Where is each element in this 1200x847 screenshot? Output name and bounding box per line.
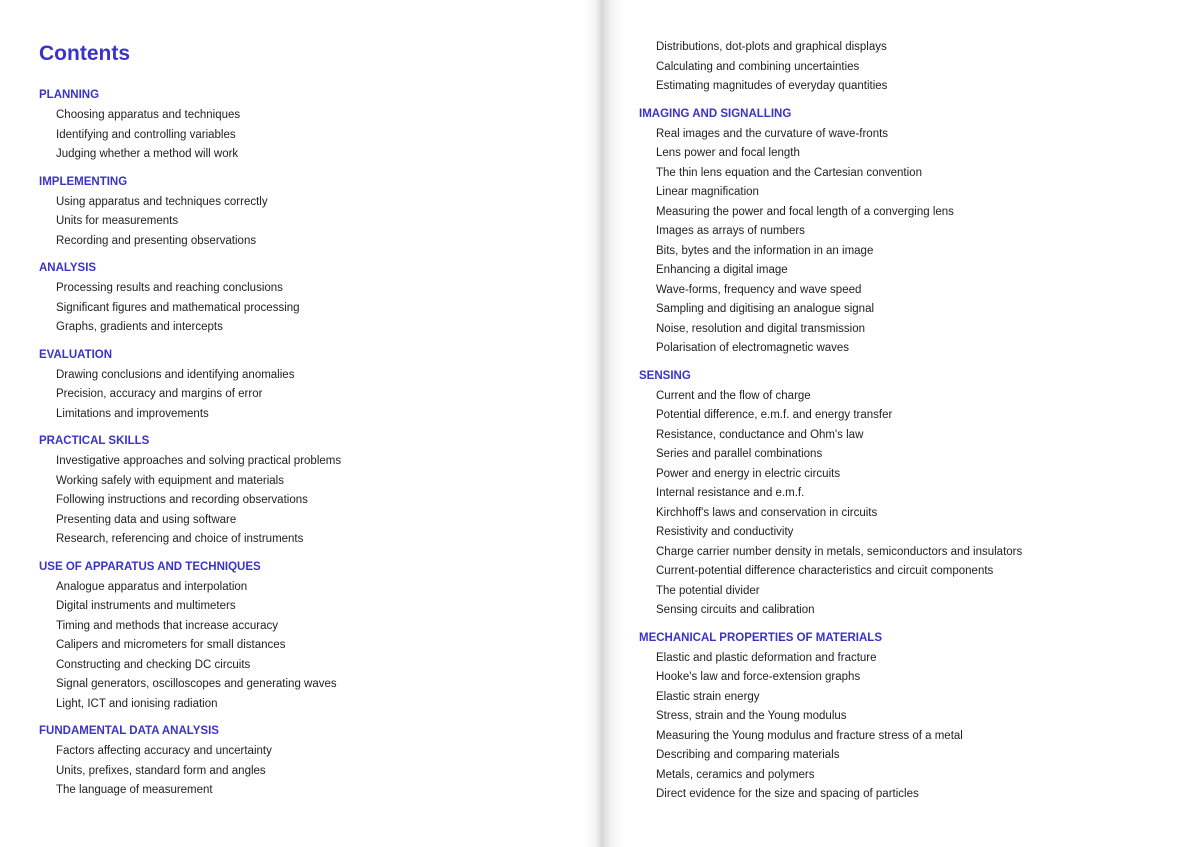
section-heading: SENSING: [639, 369, 691, 382]
topic-item: Analogue apparatus and interpolation: [56, 580, 248, 593]
topic-item: Series and parallel combinations: [656, 448, 823, 460]
section-heading: IMPLEMENTING: [39, 175, 128, 188]
topic-item: Recording and presenting observations: [56, 234, 257, 247]
topic-item: Light, ICT and ionising radiation: [56, 697, 218, 710]
section-analysis: [39, 261, 341, 340]
topic-item: Presenting data and using software: [56, 513, 237, 526]
topic-item: Factors affecting accuracy and uncertainty: [56, 745, 272, 757]
topic-item: Stress, strain and the Young modulus: [656, 710, 847, 722]
topic-list: [39, 195, 341, 254]
topic-list: [39, 454, 341, 552]
topic-item: Digital instruments and multimeters: [56, 600, 236, 612]
topic-item: Wave-forms, frequency and wave speed: [656, 283, 862, 296]
topic-item: Research, referencing and choice of instruments: [56, 533, 304, 545]
topic-item: Measuring the power and focal length of a converging lens: [656, 205, 954, 218]
section-heading: USE OF APPARATUS AND TECHNIQUES: [39, 560, 261, 573]
topic-item: The language of measurement: [56, 784, 213, 796]
section-evaluation: [39, 348, 341, 427]
section-fundamental-data-analysis: [39, 724, 341, 803]
topic-item: Internal resistance and e.m.f.: [656, 487, 805, 499]
section-imaging-and-signalling: [639, 107, 1022, 361]
section-heading: PLANNING: [39, 89, 100, 101]
topic-item: Hooke's law and force-extension graphs: [656, 671, 861, 683]
topic-item: Processing results and reaching conclusions: [56, 282, 283, 294]
topic-item: Noise, resolution and digital transmission: [656, 322, 866, 335]
topic-item: Limitations and improvements: [56, 407, 209, 420]
topic-item: Choosing apparatus and techniques: [56, 109, 241, 121]
contents-title: Contents: [39, 42, 130, 65]
topic-item: Power and energy in electric circuits: [656, 467, 841, 480]
topic-item: Elastic and plastic deformation and fracture: [656, 651, 877, 664]
section-practical-skills: [39, 434, 341, 552]
section-heading: MECHANICAL PROPERTIES OF MATERIALS: [639, 631, 882, 644]
topic-item: Sensing circuits and calibration: [656, 604, 815, 616]
topic-item: Current and the flow of charge: [656, 389, 811, 402]
topic-item: Metals, ceramics and polymers: [656, 768, 815, 781]
section-sensing: [639, 369, 1022, 623]
section-heading: ANALYSIS: [39, 262, 97, 274]
topic-item: Constructing and checking DC circuits: [56, 658, 251, 671]
topic-item: Resistance, conductance and Ohm's law: [656, 428, 864, 441]
section-heading: IMAGING AND SIGNALLING: [639, 107, 792, 120]
topic-item: Following instructions and recording observations: [56, 494, 308, 506]
topic-item: Identifying and controlling variables: [56, 128, 236, 141]
topic-item: Lens power and focal length: [656, 147, 800, 159]
section-planning: [39, 88, 341, 167]
topic-item: Using apparatus and techniques correctly: [56, 195, 268, 208]
topic-item: Potential difference, e.m.f. and energy transfer: [656, 409, 893, 421]
topic-item: Polarisation of electromagnetic waves: [656, 342, 850, 354]
topic-list: [39, 368, 341, 427]
topic-item: Bits, bytes and the information in an image: [656, 244, 874, 257]
topic-item: Units for measurements: [56, 215, 179, 227]
topic-list: [39, 744, 341, 803]
topic-item: Kirchhoff's laws and conservation in circuits: [656, 506, 878, 519]
right-column: [639, 40, 1022, 807]
topic-item: The thin lens equation and the Cartesian convention: [656, 166, 922, 179]
topic-item: Working safely with equipment and materials: [56, 474, 284, 487]
section-continued: [639, 40, 1022, 99]
topic-list: [39, 108, 341, 167]
topic-item: Elastic strain energy: [656, 690, 760, 703]
topic-item: Drawing conclusions and identifying anomalies: [56, 368, 295, 381]
topic-item: Graphs, gradients and intercepts: [56, 321, 223, 333]
section-heading: EVALUATION: [39, 348, 113, 361]
topic-list: [639, 389, 1022, 623]
topic-item: Estimating magnitudes of everyday quantities: [656, 80, 888, 92]
left-page: [0, 0, 597, 847]
section-mechanical-properties-of-materials: [639, 631, 1022, 807]
topic-item: Significant figures and mathematical processing: [56, 301, 300, 314]
topic-item: Investigative approaches and solving practical problems: [56, 455, 342, 467]
topic-item: Resistivity and conductivity: [656, 526, 794, 538]
topic-item: Distributions, dot-plots and graphical displays: [656, 41, 887, 53]
topic-list: [39, 580, 341, 717]
topic-item: Calculating and combining uncertainties: [656, 60, 860, 73]
topic-item: Linear magnification: [656, 186, 759, 198]
topic-list: [639, 40, 1022, 99]
topic-item: Units, prefixes, standard form and angles: [56, 764, 266, 777]
topic-item: Timing and methods that increase accuracy: [56, 619, 279, 632]
topic-item: Direct evidence for the size and spacing of particles: [656, 788, 919, 800]
section-heading: PRACTICAL SKILLS: [39, 435, 150, 447]
topic-item: Describing and comparing materials: [656, 749, 840, 761]
topic-item: Enhancing a digital image: [656, 264, 788, 276]
topic-item: The potential divider: [656, 584, 760, 597]
topic-item: Judging whether a method will work: [56, 148, 239, 160]
topic-list: [639, 651, 1022, 807]
topic-item: Charge carrier number density in metals, semiconductors and insulators: [656, 545, 1023, 558]
topic-item: Current-potential difference characteristics and circuit components: [656, 565, 994, 577]
topic-item: Calipers and micrometers for small distances: [56, 639, 286, 651]
left-column: [39, 88, 341, 803]
topic-item: Real images and the curvature of wave-fronts: [656, 127, 889, 140]
topic-item: Images as arrays of numbers: [656, 225, 805, 237]
section-implementing: [39, 175, 341, 254]
section-use-of-apparatus-and-techniques: [39, 560, 341, 717]
section-heading: FUNDAMENTAL DATA ANALYSIS: [39, 725, 219, 737]
topic-list: [39, 281, 341, 340]
topic-list: [639, 127, 1022, 361]
topic-item: Measuring the Young modulus and fracture stress of a metal: [656, 729, 963, 742]
topic-item: Signal generators, oscilloscopes and generating waves: [56, 678, 337, 690]
topic-item: Sampling and digitising an analogue signal: [656, 303, 875, 315]
topic-item: Precision, accuracy and margins of error: [56, 388, 263, 400]
